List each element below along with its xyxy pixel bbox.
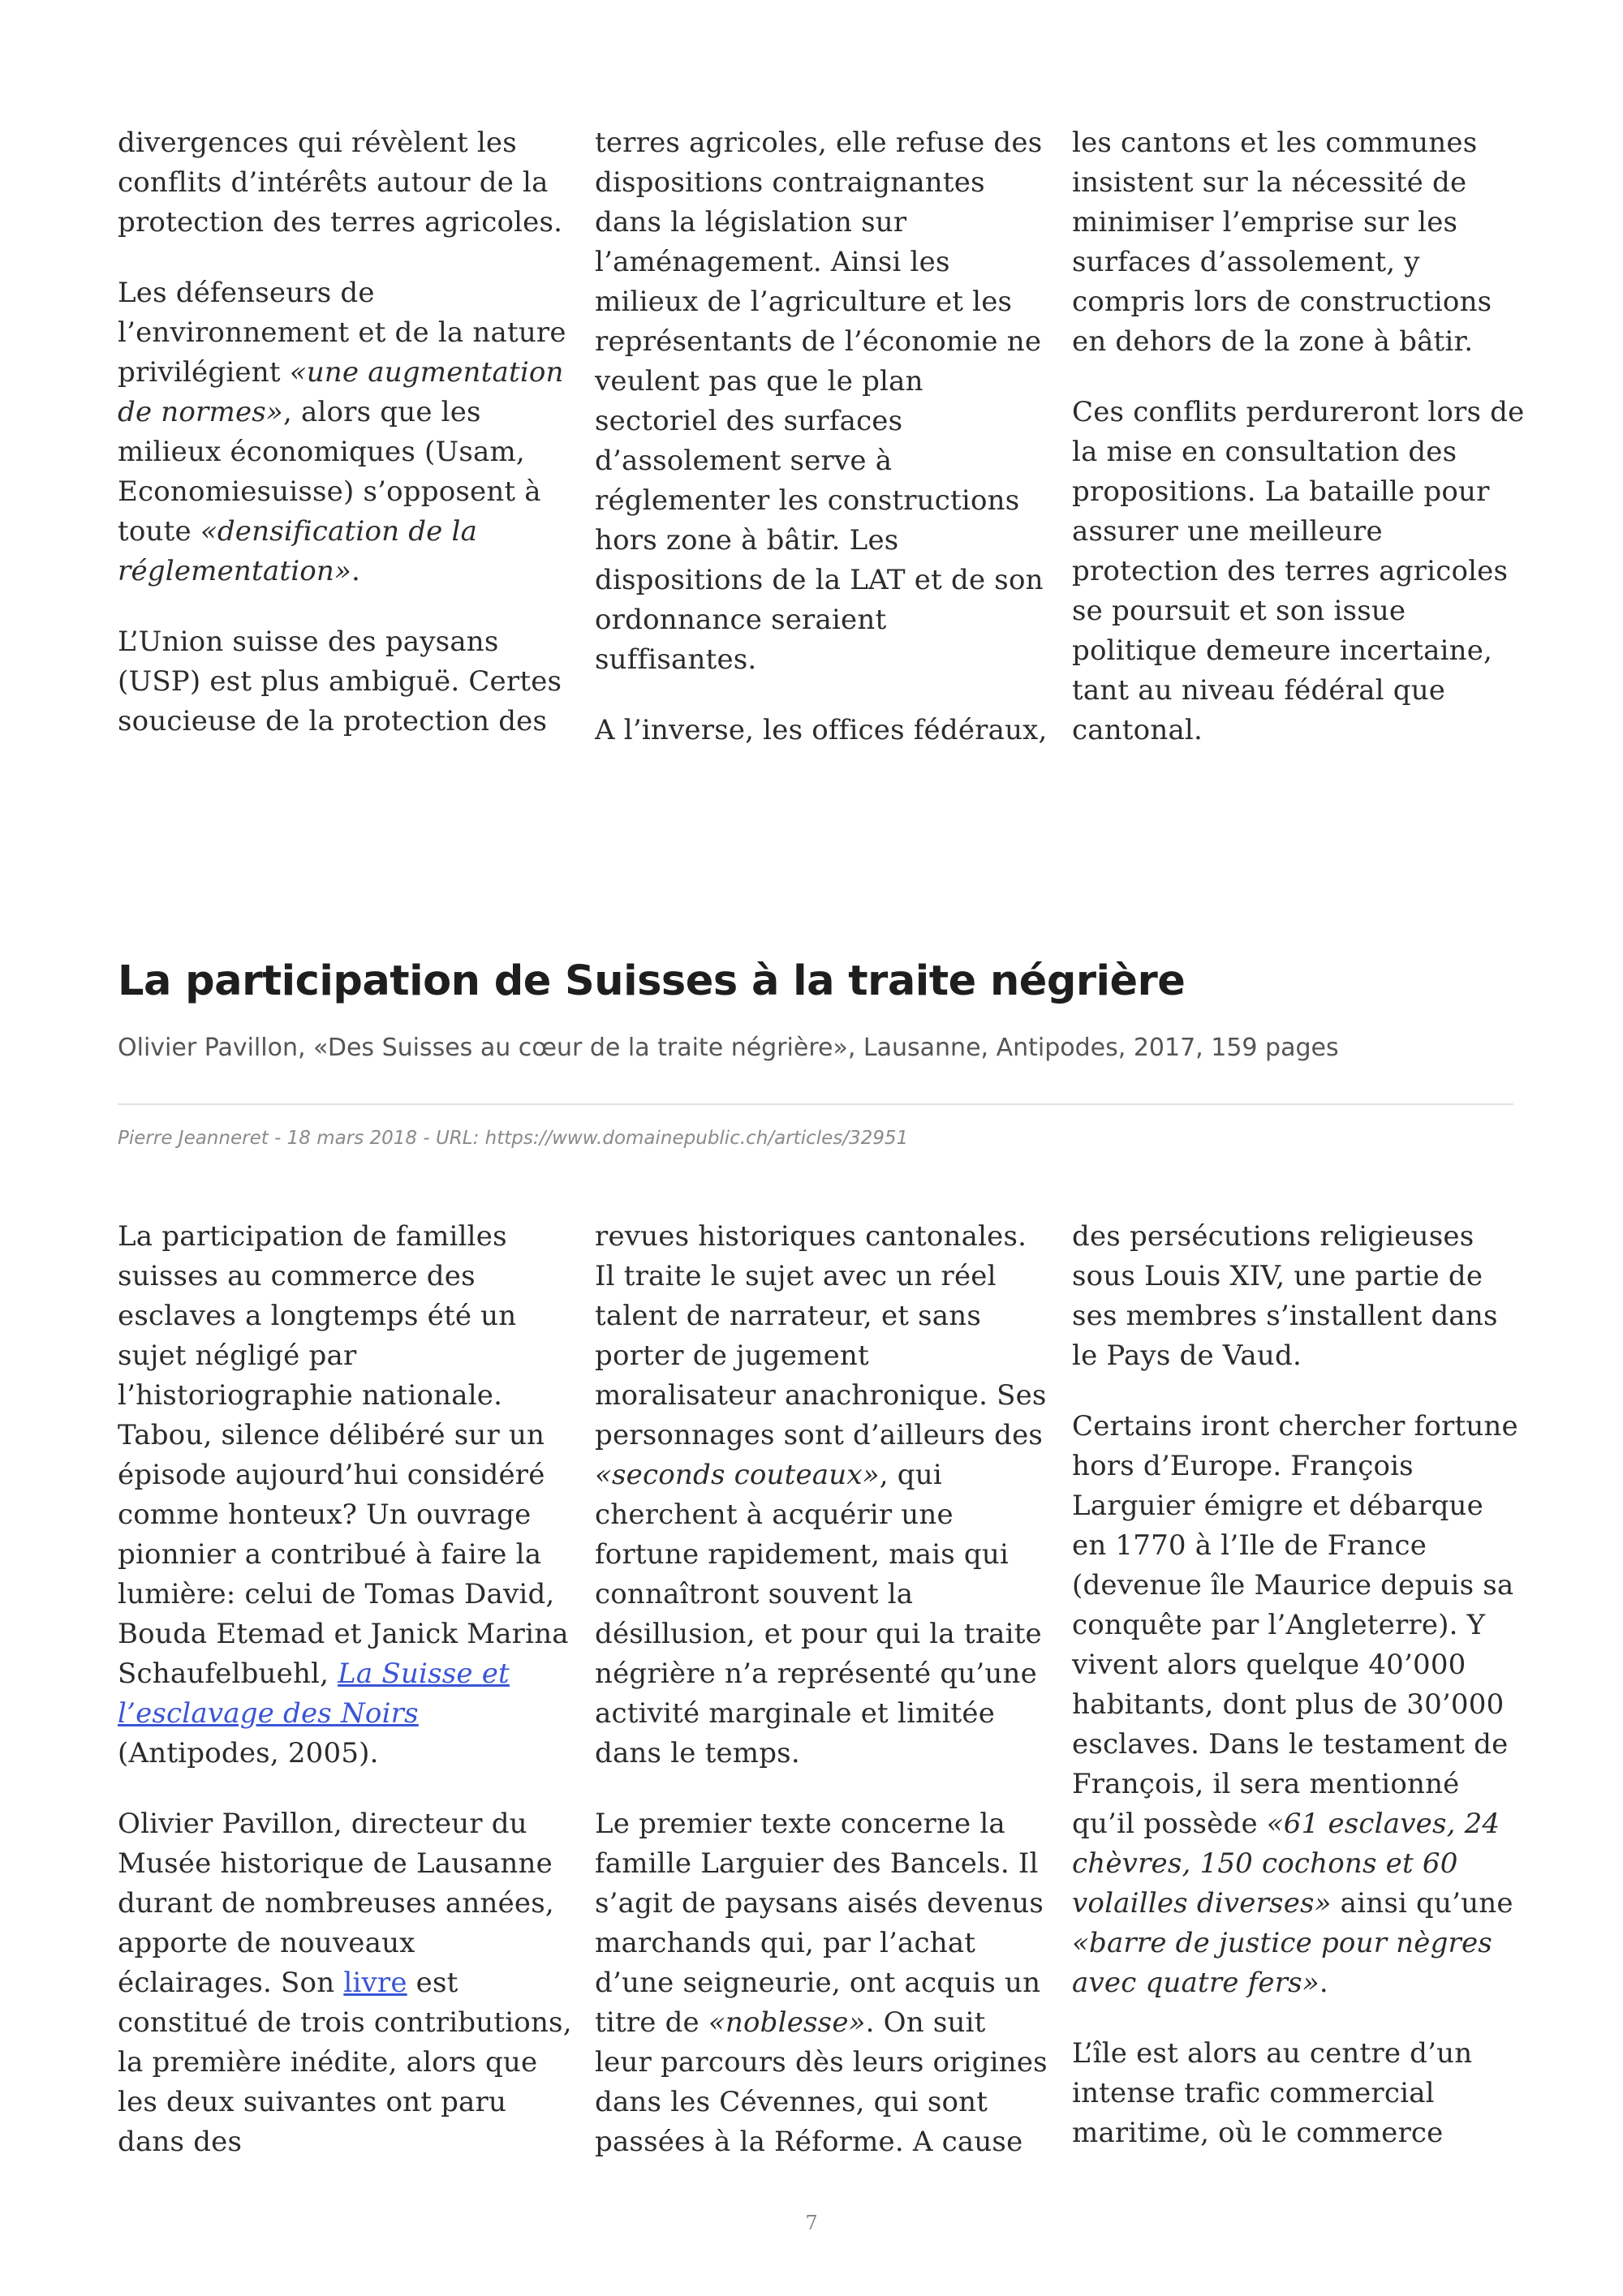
quote: «noblesse» [708, 2006, 866, 2039]
paragraph: des persécutions religieuses sous Louis XIV, une partie de ses membres s’installent dans le Pays de Vaud. [1072, 1220, 1498, 1372]
paragraph: les cantons et les communes insistent sur la nécessité de minimiser l’emprise sur les surfaces d’assolement, y compris lors de constructions en dehors de la zone à bâtir. [1072, 127, 1492, 358]
quote: «61 esclaves, 24 chèvres, 150 cochons et 60 volailles diverses» [1072, 1808, 1500, 1920]
quote: «densification de la réglementation» [118, 515, 478, 587]
divider [118, 1103, 1513, 1105]
quote: «une augmentation de normes» [118, 356, 564, 428]
quote: «barre de justice pour nègres avec quatre fers» [1072, 1927, 1492, 1999]
paragraph: terres agricoles, elle refuse des dispositions contraignantes dans la législation sur l’aménagement. Ainsi les milieux de l’agriculture et les représentants de l’économie ne veulent pas que le plan sectoriel des surfaces d’assolement serve à réglementer les constructions hors zone à bâtir. Les dispositions de la LAT et de son ordonnance seraient suffisantes. [595, 127, 1044, 676]
paragraph: Les défenseurs de l’environnement et de la nature privilégient «une augmentation de normes», alors que les milieux économiques (Usam, Economiesuisse) s’opposent à toute «densification de la réglementation». [118, 277, 566, 587]
column-1 [118, 123, 572, 750]
article-meta: Pierre Jeanneret - 18 mars 2018 - URL: https://www.domainepublic.ch/articles/32951 [118, 1128, 909, 1149]
page-number: 7 [805, 2212, 818, 2234]
column-3 [1072, 123, 1526, 750]
paragraph: revues historiques cantonales. Il traite le sujet avec un réel talent de narrateur, et sans porter de jugement moralisateur anachronique. Ses personnages sont d’ailleurs des «seconds couteaux», qui cherchent à acquérir une fortune rapidement, mais qui connaîtront souvent la désillusion, et pour qui la traite négrière n’a représenté qu’une activité marginale et limitée dans le temps. [595, 1220, 1047, 1769]
livre-link[interactable]: livre [343, 1967, 407, 1999]
article-title: La participation de Suisses à la traite négrière [118, 957, 1186, 1005]
paragraph: Le premier texte concerne la famille Larguier des Bancels. Il s’agit de paysans aisés devenus marchands qui, par l’achat d’une seigneurie, ont acquis un titre de «noblesse». On suit leur parcours dès leurs origines dans les Cévennes, qui sont passées à la Réforme. A cause [595, 1808, 1048, 2158]
previous-article-columns [118, 123, 1525, 750]
column-2 [595, 1217, 1049, 2162]
paragraph: L’Union suisse des paysans (USP) est plus ambiguë. Certes soucieuse de la protection des [118, 626, 562, 737]
paragraph: L’île est alors au centre d’un intense trafic commercial maritime, où le commerce [1072, 2037, 1473, 2149]
paragraph: Ces conflits perdureront lors de la mise en consultation des propositions. La bataille pour assurer une meilleure protection des terres agricoles se poursuit et son issue politique demeure incertaine, tant au niveau fédéral que cantonal. [1072, 396, 1525, 746]
article-subtitle: Olivier Pavillon, «Des Suisses au cœur de la traite négrière», Lausanne, Antipodes, 2017, 159 pages [118, 1034, 1339, 1062]
paragraph: divergences qui révèlent les conflits d’intérêts autour de la protection des terres agricoles. [118, 127, 563, 239]
paragraph: La participation de familles suisses au commerce des esclaves a longtemps été un sujet négligé par l’historiographie nationale. Tabou, silence délibéré sur un épisode aujourd’hui considéré comme honteux? Un ouvrage pionnier a contribué à faire la lumière: celui de Tomas David, Bouda Etemad et Janick Marina Schaufelbuehl, La Suisse et l’esclavage des Noirs (Antipodes, 2005). [118, 1220, 569, 1769]
paragraph: Certains iront chercher fortune hors d’Europe. François Larguier émigre et débarque en 1770 à l’Ile de France (devenue île Maurice depuis sa conquête par l’Angleterre). Y vivent alors quelque 40’000 habitants, dont plus de 30’000 esclaves. Dans le testament de François, il sera mentionné qu’il possède «61 esclaves, 24 chèvres, 150 cochons et 60 volailles diverses» ainsi qu’une «barre de justice pour nègres avec quatre fers». [1072, 1410, 1518, 1999]
column-1 [118, 1217, 572, 2162]
quote: «seconds couteaux» [595, 1459, 880, 1491]
article-body-columns [118, 1217, 1518, 2162]
column-3 [1072, 1217, 1526, 2162]
paragraph: Olivier Pavillon, directeur du Musée historique de Lausanne durant de nombreuses années, apporte de nouveaux éclairages. Son livre est constitué de trois contributions, la première inédite, alors que les deux suivantes ont paru dans des [118, 1808, 572, 2158]
book-link[interactable]: La Suisse et l’esclavage des Noirs [118, 1658, 510, 1730]
column-2 [595, 123, 1049, 750]
paragraph: A l’inverse, les offices fédéraux, [595, 714, 1048, 746]
